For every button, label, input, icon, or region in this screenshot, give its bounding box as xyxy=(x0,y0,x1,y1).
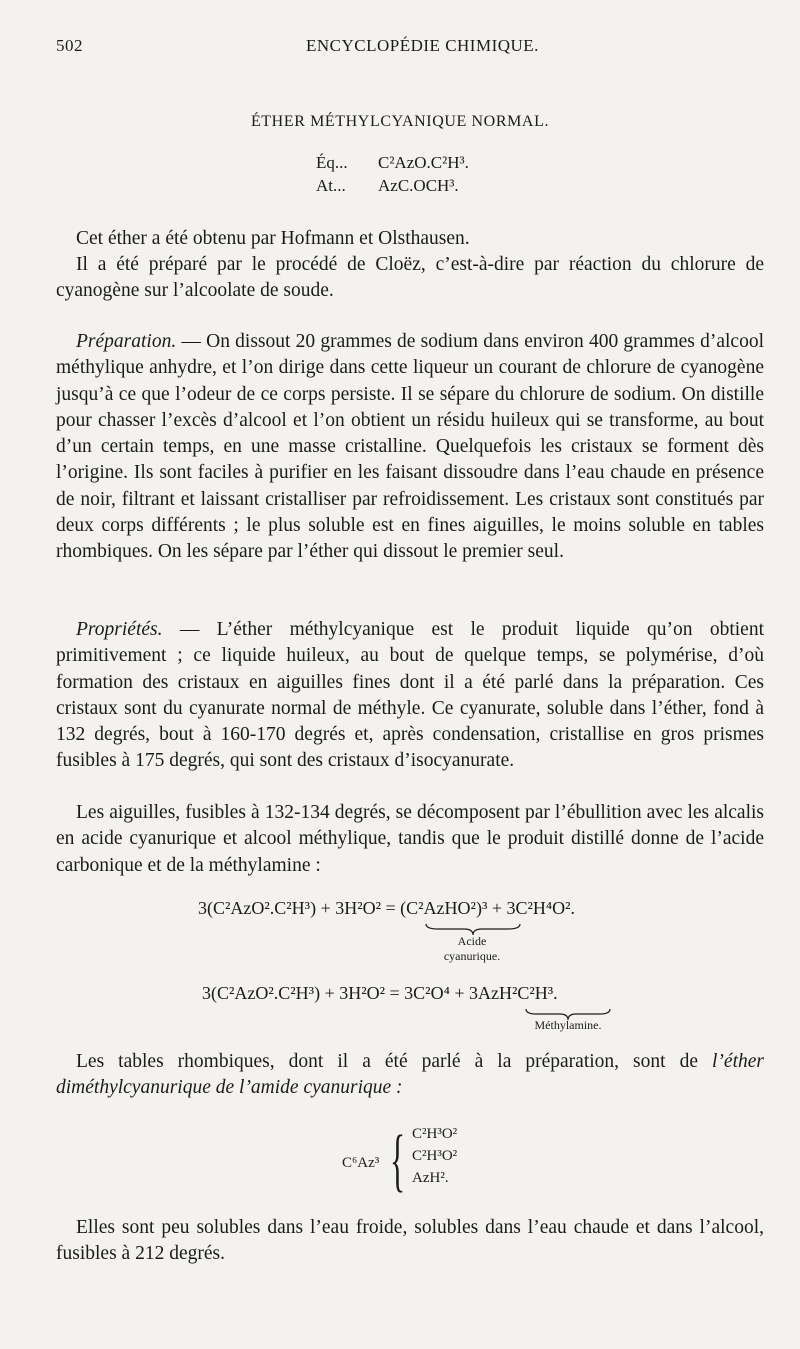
composite-prefix: C⁶Az³ xyxy=(342,1155,380,1171)
equation-1-label: Acide cyanurique. xyxy=(443,934,501,963)
equivalent-formula xyxy=(316,153,469,173)
proprietes-lead: Propriétés. xyxy=(76,619,163,640)
composite-item: C²H³O² xyxy=(412,1148,458,1164)
page-header xyxy=(56,36,760,60)
equation-2-label: Méthylamine. xyxy=(534,1018,602,1032)
composite-item: AzH². xyxy=(412,1170,449,1186)
at-label: At... xyxy=(316,176,346,195)
closing-paragraph: Elles sont peu solubles dans l’eau froide, solubles dans l’eau chaude et dans l’alcool, fusibles à 212 degrés. xyxy=(56,1217,764,1265)
intro-line-2: Il a été préparé par le procédé de Cloëz, c’est-à-dire par réaction du chlorure de cyanogène sur l’alcoolate de soude. xyxy=(56,254,764,302)
section-title: ÉTHER MÉTHYLCYANIQUE NORMAL. xyxy=(250,113,550,130)
running-title: ENCYCLOPÉDIE CHIMIQUE. xyxy=(306,36,539,55)
left-brace: { xyxy=(390,1122,406,1199)
preparation-paragraph xyxy=(56,329,764,566)
equation-1: 3(C²AzO².C²H³) + 3H²O² = (C²AzHO²)³ + 3C²H⁴O². xyxy=(198,898,576,918)
proprietes-text: — L’éther méthylcyanique est le produit liquide qu’on obtient primitivement ; ce liquide huileux, au bout de quelque temps, se polymérise, d’où formation des cristaux en aiguilles fines dont il a été parlé dans la préparation. Ces cristaux sont du cyanurate normal de méthyle. Ce cyanurate, soluble dans l’éther, fond à 132 degrés, bout à 160-170 degrés et, après condensation, cristallise en gros prismes fusibles à 175 degrés, qui sont des cristaux d’isocyanurate. xyxy=(56,619,764,772)
proprietes-paragraph xyxy=(56,617,764,775)
equation-2: 3(C²AzO².C²H³) + 3H²O² = 3C²O⁴ + 3AzH²C²H³. xyxy=(202,983,558,1003)
composite-item: C²H³O² xyxy=(412,1126,458,1142)
composite-formula xyxy=(342,1122,482,1199)
tables-italic: l’éther diméthylcyanurique de l’amide cyanurique : xyxy=(56,1051,764,1099)
eq-label: Éq... xyxy=(316,153,348,172)
page-number: 502 xyxy=(56,36,83,55)
at-formula: AzC.OCH³. xyxy=(378,176,459,195)
tables-paragraph: Les tables rhombiques, dont il a été parlé à la préparation, sont de l’éther diméthylcyanurique de l’amide cyanurique : xyxy=(56,1051,764,1099)
atomic-formula xyxy=(316,176,459,196)
eq-formula: C²AzO.C²H³. xyxy=(378,153,469,172)
preparation-text: — On dissout 20 grammes de sodium dans environ 400 grammes d’alcool méthylique anhydre, et l’on dirige dans cette liqueur un courant de chlorure de cyanogène jusqu’à ce que l’odeur de ce corps persiste. Il se sépare du chlorure de sodium. On distille pour chasser l’excès d’alcool et l’on obtient un résidu huileux qui se transforme, au bout d’un certain temps, en une masse cristalline. Quelquefois les cristaux se forment dès l’origine. Ils sont faciles à purifier en les faisant dissoudre dans l’eau chaude en présence de noir, filtrant et laissant cristalliser par refroidissement. Les cristaux sont constitués par deux corps différents ; le plus soluble est en fines aiguilles, le moins soluble en tables rhombiques. On les sépare par l’éther qui dissout le premier seul. xyxy=(56,331,764,563)
intro-line-1: Cet éther a été obtenu par Hofmann et Olsthausen. xyxy=(76,228,470,249)
aiguilles-paragraph: Les aiguilles, fusibles à 132-134 degrés, se décomposent par l’ébullition avec les alcalis en acide cyanurique et alcool méthylique, tandis que le produit distillé donne de l’acide carbonique et de la méthylamine : xyxy=(56,802,764,876)
preparation-lead: Préparation. xyxy=(76,331,177,352)
